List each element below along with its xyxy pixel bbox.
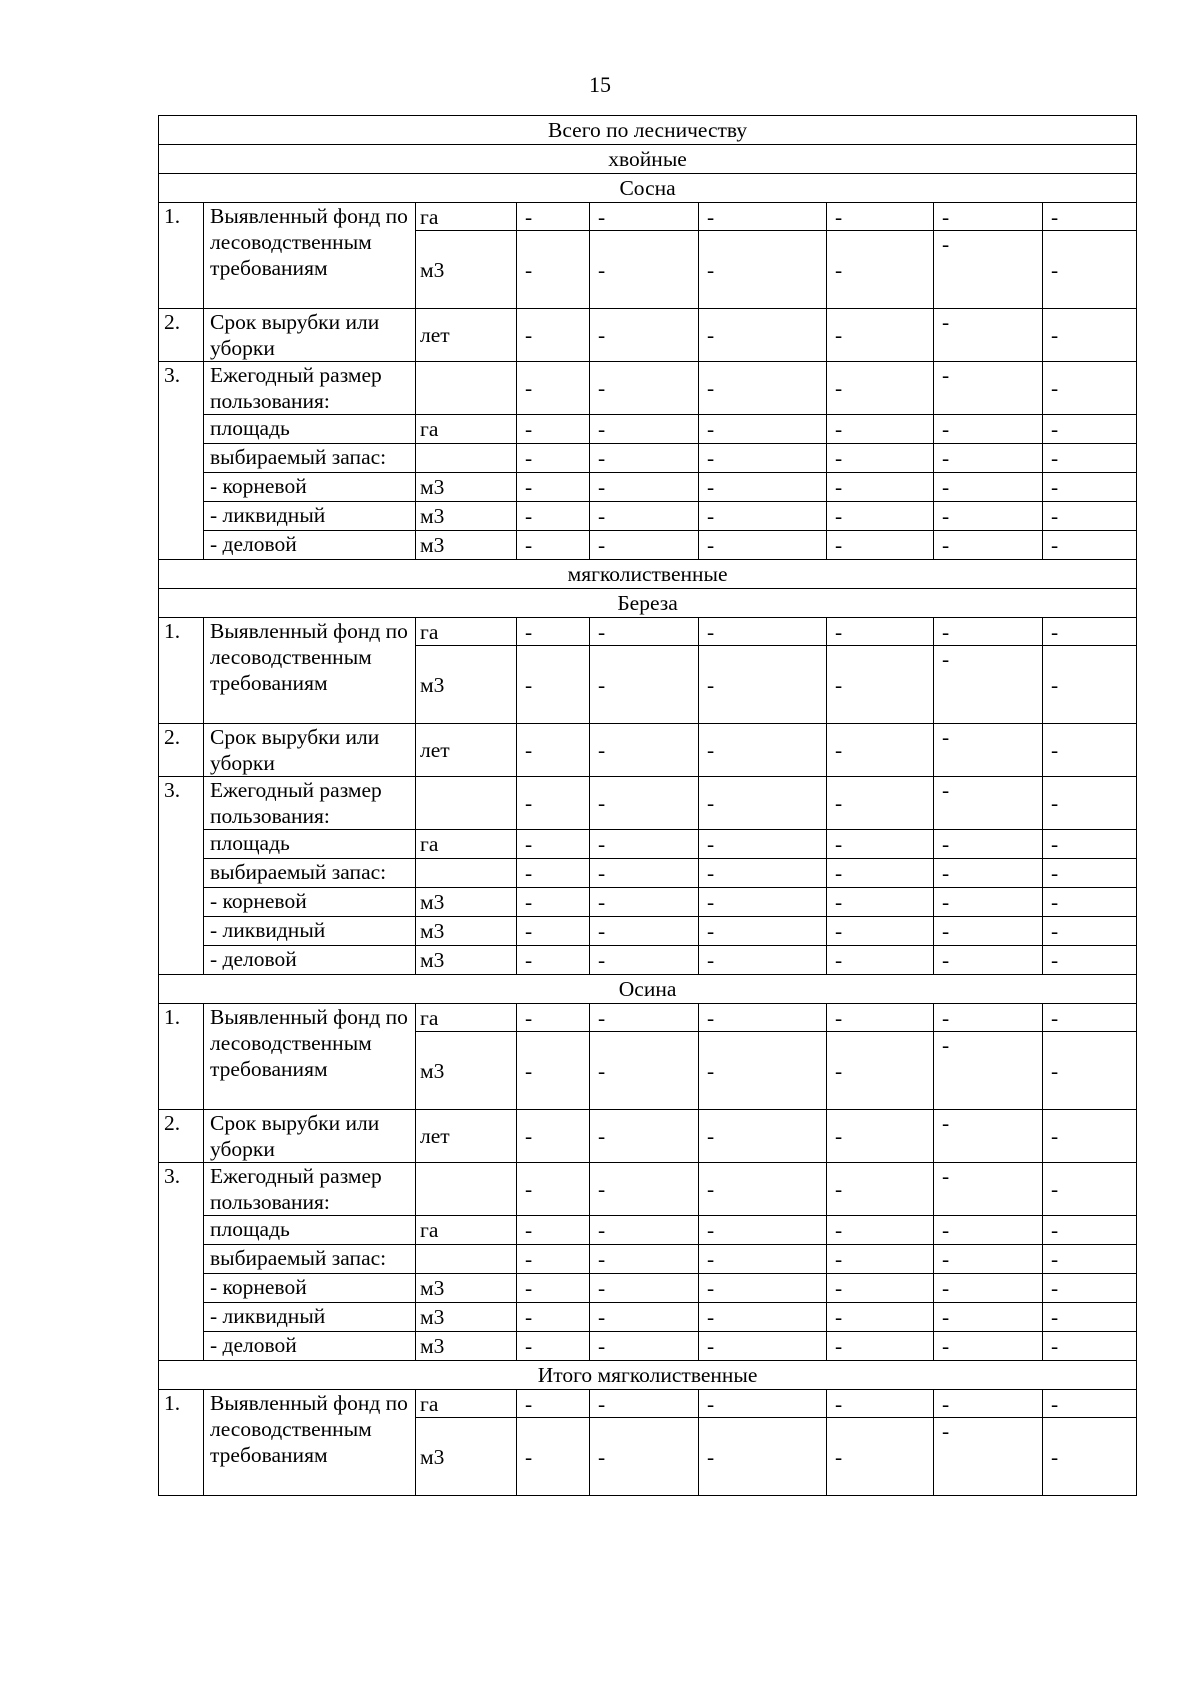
sub-item-label: площадь (204, 415, 416, 444)
table-row (159, 1332, 1137, 1361)
value-cell: - (590, 531, 699, 560)
item-name: Ежегодный размер пользования: (204, 777, 416, 830)
table-row (159, 859, 1137, 888)
section-title: мягколиственные (159, 560, 1137, 589)
value-cell: - (590, 362, 699, 415)
sub-item-label: площадь (204, 830, 416, 859)
table-row (159, 444, 1137, 473)
value-cell: - (699, 1004, 827, 1032)
value-cell: - (827, 231, 934, 309)
item-number: 2. (159, 309, 204, 362)
value-cell: - (1043, 777, 1137, 830)
unit-cell: га (416, 415, 517, 444)
value-cell: - (517, 362, 590, 415)
value-cell: - (1043, 362, 1137, 415)
sub-item-label: - деловой (204, 531, 416, 560)
unit-cell (416, 777, 517, 830)
value-cell: - (699, 444, 827, 473)
unit-cell: га (416, 1216, 517, 1245)
value-cell: - (934, 231, 1043, 309)
item-number: 2. (159, 1110, 204, 1163)
value-cell: - (590, 473, 699, 502)
item-name: Выявленный фонд по лесоводственным требованиям (204, 1004, 416, 1110)
item-number: 1. (159, 1004, 204, 1110)
unit-cell: м3 (416, 473, 517, 502)
value-cell: - (517, 917, 590, 946)
value-cell: - (517, 1163, 590, 1216)
value-cell: - (517, 1274, 590, 1303)
table-row (159, 777, 1137, 830)
section-title-row (159, 560, 1137, 589)
value-cell: - (590, 917, 699, 946)
value-cell: - (1043, 1163, 1137, 1216)
value-cell: - (517, 502, 590, 531)
unit-cell: м3 (416, 502, 517, 531)
sub-item-label: выбираемый запас: (204, 859, 416, 888)
value-cell: - (934, 444, 1043, 473)
unit-cell: м3 (416, 646, 517, 724)
value-cell: - (827, 917, 934, 946)
value-cell: - (934, 1274, 1043, 1303)
value-cell: - (517, 618, 590, 646)
unit-cell (416, 362, 517, 415)
item-name: Срок вырубки или уборки (204, 1110, 416, 1163)
value-cell: - (934, 1418, 1043, 1496)
value-cell: - (699, 724, 827, 777)
item-number: 1. (159, 618, 204, 724)
value-cell: - (699, 1163, 827, 1216)
value-cell: - (1043, 502, 1137, 531)
value-cell: - (827, 1245, 934, 1274)
unit-cell: га (416, 1390, 517, 1418)
sub-item-label: - корневой (204, 888, 416, 917)
value-cell: - (699, 646, 827, 724)
value-cell: - (827, 1418, 934, 1496)
value-cell: - (1043, 724, 1137, 777)
item-name: Срок вырубки или уборки (204, 309, 416, 362)
value-cell: - (827, 444, 934, 473)
value-cell: - (827, 415, 934, 444)
section-title-row (159, 589, 1137, 618)
value-cell: - (699, 1418, 827, 1496)
value-cell: - (934, 1216, 1043, 1245)
value-cell: - (517, 1110, 590, 1163)
value-cell: - (517, 777, 590, 830)
section-title-row (159, 1361, 1137, 1390)
value-cell: - (517, 1332, 590, 1361)
value-cell: - (699, 502, 827, 531)
table-row (159, 203, 1137, 231)
value-cell: - (517, 830, 590, 859)
value-cell: - (827, 473, 934, 502)
section-title-row (159, 174, 1137, 203)
item-name: Выявленный фонд по лесоводственным требованиям (204, 203, 416, 309)
value-cell: - (590, 444, 699, 473)
value-cell: - (699, 1274, 827, 1303)
sub-item-label: выбираемый запас: (204, 444, 416, 473)
section-title: Осина (159, 975, 1137, 1004)
value-cell: - (517, 473, 590, 502)
value-cell: - (1043, 1032, 1137, 1110)
value-cell: - (934, 724, 1043, 777)
value-cell: - (827, 1303, 934, 1332)
value-cell: - (517, 1245, 590, 1274)
value-cell: - (934, 1245, 1043, 1274)
sub-item-label: - деловой (204, 1332, 416, 1361)
value-cell: - (934, 830, 1043, 859)
value-cell: - (699, 1245, 827, 1274)
table-row (159, 830, 1137, 859)
value-cell: - (590, 1418, 699, 1496)
value-cell: - (699, 618, 827, 646)
unit-cell: м3 (416, 531, 517, 560)
value-cell: - (827, 888, 934, 917)
value-cell: - (1043, 231, 1137, 309)
value-cell: - (699, 859, 827, 888)
unit-cell (416, 444, 517, 473)
value-cell: - (934, 888, 1043, 917)
sub-item-label: - корневой (204, 1274, 416, 1303)
value-cell: - (517, 859, 590, 888)
value-cell: - (517, 646, 590, 724)
value-cell: - (590, 1004, 699, 1032)
table-row (159, 724, 1137, 777)
value-cell: - (699, 830, 827, 859)
value-cell: - (590, 1245, 699, 1274)
value-cell: - (934, 1110, 1043, 1163)
value-cell: - (590, 1163, 699, 1216)
item-name: Ежегодный размер пользования: (204, 362, 416, 415)
value-cell: - (934, 917, 1043, 946)
item-name: Срок вырубки или уборки (204, 724, 416, 777)
value-cell: - (699, 1032, 827, 1110)
table-row (159, 1245, 1137, 1274)
item-number: 2. (159, 724, 204, 777)
section-title-row (159, 975, 1137, 1004)
value-cell: - (934, 531, 1043, 560)
value-cell: - (590, 415, 699, 444)
value-cell: - (934, 859, 1043, 888)
value-cell: - (934, 203, 1043, 231)
value-cell: - (517, 309, 590, 362)
value-cell: - (517, 415, 590, 444)
value-cell: - (517, 1303, 590, 1332)
value-cell: - (590, 502, 699, 531)
value-cell: - (827, 1390, 934, 1418)
value-cell: - (827, 309, 934, 362)
section-title: Итого мягколиственные (159, 1361, 1137, 1390)
value-cell: - (699, 362, 827, 415)
section-title: Сосна (159, 174, 1137, 203)
value-cell: - (1043, 618, 1137, 646)
table-row (159, 618, 1137, 646)
item-number: 3. (159, 777, 204, 975)
item-number: 1. (159, 203, 204, 309)
value-cell: - (934, 1332, 1043, 1361)
value-cell: - (1043, 309, 1137, 362)
value-cell: - (590, 859, 699, 888)
value-cell: - (827, 1032, 934, 1110)
value-cell: - (517, 724, 590, 777)
page-number: 15 (589, 72, 611, 97)
value-cell: - (827, 1004, 934, 1032)
unit-cell: лет (416, 309, 517, 362)
section-title: Береза (159, 589, 1137, 618)
value-cell: - (1043, 917, 1137, 946)
value-cell: - (590, 231, 699, 309)
value-cell: - (590, 1274, 699, 1303)
sub-item-label: - деловой (204, 946, 416, 975)
value-cell: - (934, 1390, 1043, 1418)
sub-item-label: площадь (204, 1216, 416, 1245)
value-cell: - (517, 1216, 590, 1245)
value-cell: - (699, 203, 827, 231)
value-cell: - (934, 646, 1043, 724)
table-row (159, 1303, 1137, 1332)
unit-cell: лет (416, 724, 517, 777)
value-cell: - (934, 1163, 1043, 1216)
table-row (159, 415, 1137, 444)
table-row (159, 1216, 1137, 1245)
table-row (159, 1390, 1137, 1418)
value-cell: - (699, 1390, 827, 1418)
value-cell: - (517, 444, 590, 473)
value-cell: - (699, 531, 827, 560)
unit-cell: м3 (416, 888, 517, 917)
value-cell: - (827, 1216, 934, 1245)
item-name: Выявленный фонд по лесоводственным требованиям (204, 1390, 416, 1496)
unit-cell (416, 859, 517, 888)
value-cell: - (1043, 946, 1137, 975)
item-name: Выявленный фонд по лесоводственным требованиям (204, 618, 416, 724)
value-cell: - (827, 531, 934, 560)
value-cell: - (517, 946, 590, 975)
value-cell: - (934, 946, 1043, 975)
value-cell: - (1043, 1303, 1137, 1332)
value-cell: - (517, 531, 590, 560)
sub-item-label: - ликвидный (204, 1303, 416, 1332)
value-cell: - (517, 1418, 590, 1496)
value-cell: - (699, 473, 827, 502)
value-cell: - (590, 618, 699, 646)
unit-cell: м3 (416, 1418, 517, 1496)
table-row (159, 1004, 1137, 1032)
value-cell: - (934, 309, 1043, 362)
sub-item-label: выбираемый запас: (204, 1245, 416, 1274)
value-cell: - (827, 203, 934, 231)
section-title-row (159, 145, 1137, 174)
unit-cell: лет (416, 1110, 517, 1163)
item-number: 1. (159, 1390, 204, 1496)
value-cell: - (1043, 830, 1137, 859)
value-cell: - (934, 473, 1043, 502)
value-cell: - (699, 888, 827, 917)
value-cell: - (934, 618, 1043, 646)
table-row (159, 473, 1137, 502)
value-cell: - (934, 1303, 1043, 1332)
value-cell: - (934, 362, 1043, 415)
section-title: хвойные (159, 145, 1137, 174)
value-cell: - (1043, 473, 1137, 502)
value-cell: - (517, 1004, 590, 1032)
value-cell: - (517, 203, 590, 231)
value-cell: - (699, 946, 827, 975)
value-cell: - (827, 502, 934, 531)
value-cell: - (1043, 1216, 1137, 1245)
value-cell: - (517, 1390, 590, 1418)
forest-use-table (158, 115, 1137, 1496)
table-row (159, 1274, 1137, 1303)
section-title: Всего по лесничеству (159, 116, 1137, 145)
value-cell: - (827, 724, 934, 777)
value-cell: - (699, 1216, 827, 1245)
table-row (159, 1110, 1137, 1163)
value-cell: - (1043, 646, 1137, 724)
sub-item-label: - ликвидный (204, 917, 416, 946)
unit-cell: м3 (416, 946, 517, 975)
value-cell: - (1043, 444, 1137, 473)
value-cell: - (699, 309, 827, 362)
unit-cell: м3 (416, 1303, 517, 1332)
unit-cell: м3 (416, 917, 517, 946)
value-cell: - (1043, 1390, 1137, 1418)
value-cell: - (934, 502, 1043, 531)
value-cell: - (827, 830, 934, 859)
value-cell: - (1043, 888, 1137, 917)
value-cell: - (590, 1303, 699, 1332)
value-cell: - (1043, 203, 1137, 231)
section-title-row (159, 116, 1137, 145)
table-row (159, 1163, 1137, 1216)
value-cell: - (590, 724, 699, 777)
value-cell: - (1043, 859, 1137, 888)
value-cell: - (934, 1032, 1043, 1110)
value-cell: - (934, 777, 1043, 830)
value-cell: - (827, 1163, 934, 1216)
unit-cell: га (416, 830, 517, 859)
value-cell: - (827, 777, 934, 830)
unit-cell: м3 (416, 1032, 517, 1110)
value-cell: - (1043, 1004, 1137, 1032)
value-cell: - (827, 362, 934, 415)
value-cell: - (699, 231, 827, 309)
table-row (159, 502, 1137, 531)
value-cell: - (934, 1004, 1043, 1032)
value-cell: - (934, 415, 1043, 444)
value-cell: - (699, 1110, 827, 1163)
unit-cell: м3 (416, 1332, 517, 1361)
value-cell: - (699, 1303, 827, 1332)
table-row (159, 531, 1137, 560)
unit-cell: га (416, 618, 517, 646)
value-cell: - (590, 1032, 699, 1110)
unit-cell (416, 1245, 517, 1274)
sub-item-label: - корневой (204, 473, 416, 502)
table-row (159, 888, 1137, 917)
value-cell: - (827, 1110, 934, 1163)
value-cell: - (590, 888, 699, 917)
value-cell: - (590, 1216, 699, 1245)
value-cell: - (517, 231, 590, 309)
item-number: 3. (159, 362, 204, 560)
value-cell: - (1043, 1418, 1137, 1496)
table-row (159, 362, 1137, 415)
unit-cell: га (416, 203, 517, 231)
value-cell: - (590, 1332, 699, 1361)
value-cell: - (699, 415, 827, 444)
unit-cell: м3 (416, 231, 517, 309)
value-cell: - (590, 777, 699, 830)
value-cell: - (1043, 531, 1137, 560)
value-cell: - (827, 946, 934, 975)
value-cell: - (590, 309, 699, 362)
value-cell: - (1043, 1110, 1137, 1163)
value-cell: - (517, 1032, 590, 1110)
item-number: 3. (159, 1163, 204, 1361)
value-cell: - (1043, 415, 1137, 444)
value-cell: - (590, 1390, 699, 1418)
table-row (159, 309, 1137, 362)
unit-cell: м3 (416, 1274, 517, 1303)
value-cell: - (590, 830, 699, 859)
value-cell: - (1043, 1274, 1137, 1303)
value-cell: - (827, 1332, 934, 1361)
value-cell: - (1043, 1245, 1137, 1274)
unit-cell (416, 1163, 517, 1216)
value-cell: - (827, 646, 934, 724)
value-cell: - (590, 646, 699, 724)
unit-cell: га (416, 1004, 517, 1032)
table-row (159, 917, 1137, 946)
value-cell: - (590, 946, 699, 975)
value-cell: - (517, 888, 590, 917)
value-cell: - (827, 1274, 934, 1303)
value-cell: - (590, 203, 699, 231)
value-cell: - (699, 777, 827, 830)
value-cell: - (1043, 1332, 1137, 1361)
value-cell: - (827, 618, 934, 646)
value-cell: - (827, 859, 934, 888)
value-cell: - (590, 1110, 699, 1163)
sub-item-label: - ликвидный (204, 502, 416, 531)
value-cell: - (699, 917, 827, 946)
item-name: Ежегодный размер пользования: (204, 1163, 416, 1216)
table-row (159, 946, 1137, 975)
value-cell: - (699, 1332, 827, 1361)
